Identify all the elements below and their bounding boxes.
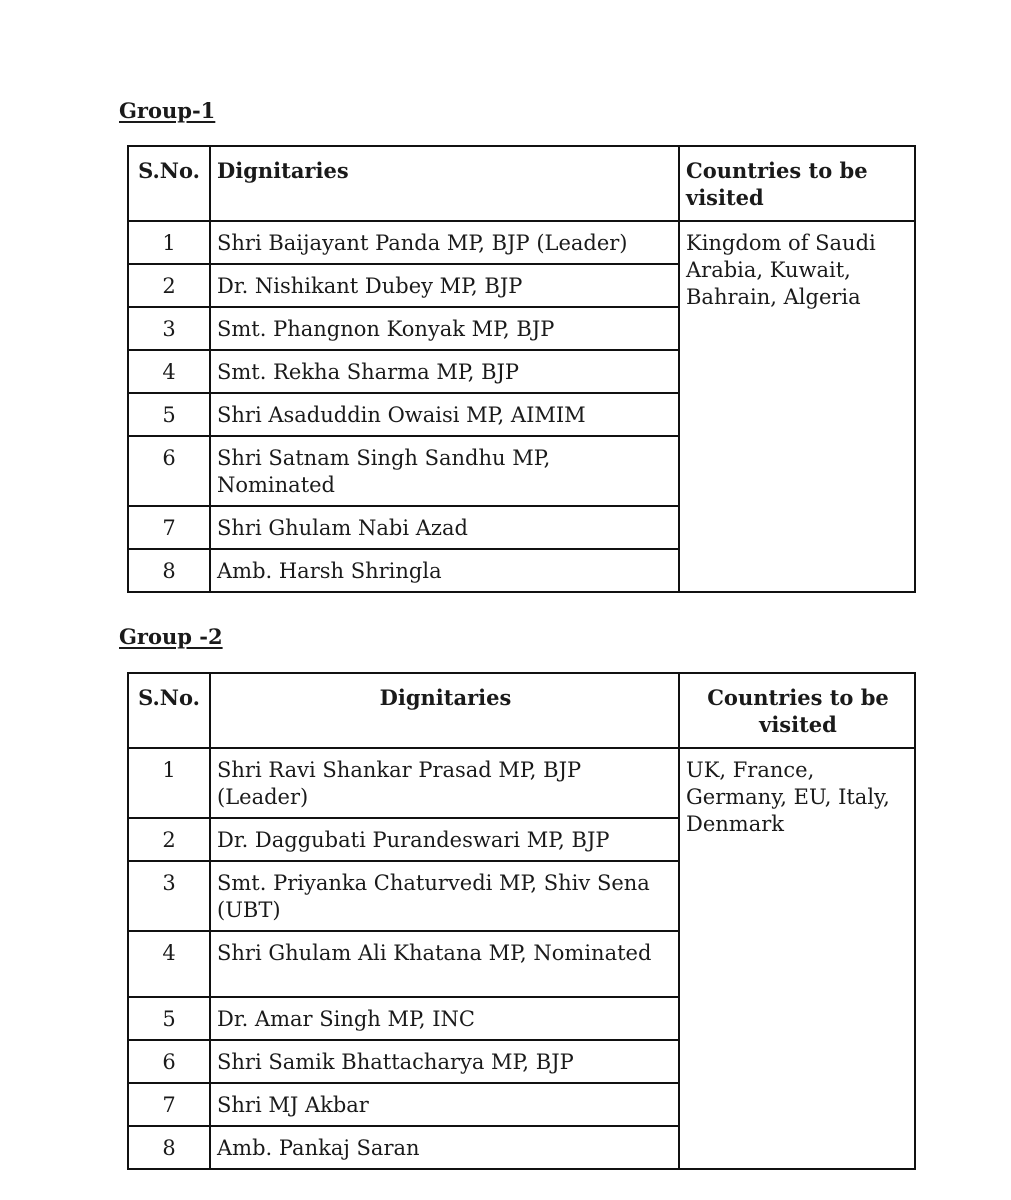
table-row [128,748,915,818]
header-dignitaries: Dignitaries [210,673,679,748]
header-sno: S.No. [128,673,210,748]
row-dignitary: Amb. Harsh Shringla [210,549,679,592]
row-dignitary: Shri Samik Bhattacharya MP, BJP [210,1040,679,1083]
header-sno: S.No. [128,146,210,221]
row-sno: 4 [128,350,210,393]
row-sno: 1 [128,221,210,264]
table-header-row [128,146,915,221]
row-sno: 6 [128,436,210,506]
row-sno: 8 [128,1126,210,1169]
countries-cell: Kingdom of Saudi Arabia, Kuwait, Bahrain, Algeria [679,221,915,592]
row-dignitary: Shri Satnam Singh Sandhu MP, Nominated [210,436,679,506]
row-sno: 3 [128,861,210,931]
row-sno: 3 [128,307,210,350]
row-dignitary: Smt. Priyanka Chaturvedi MP, Shiv Sena (UBT) [210,861,679,931]
row-sno: 4 [128,931,210,997]
row-sno: 7 [128,1083,210,1126]
group-2-table [127,672,916,1170]
header-dignitaries: Dignitaries [210,146,679,221]
group-2-title: Group -2 [119,624,223,649]
row-dignitary: Smt. Rekha Sharma MP, BJP [210,350,679,393]
group-1-table [127,145,916,593]
row-sno: 8 [128,549,210,592]
row-dignitary: Shri Baijayant Panda MP, BJP (Leader) [210,221,679,264]
row-sno: 2 [128,818,210,861]
row-sno: 2 [128,264,210,307]
row-sno: 6 [128,1040,210,1083]
table-row [128,221,915,264]
header-countries: Countries to be visited [679,146,915,221]
row-sno: 5 [128,997,210,1040]
row-dignitary: Dr. Daggubati Purandeswari MP, BJP [210,818,679,861]
group-1-title: Group-1 [119,98,216,123]
row-sno: 7 [128,506,210,549]
row-sno: 1 [128,748,210,818]
row-dignitary: Shri Asaduddin Owaisi MP, AIMIM [210,393,679,436]
row-dignitary: Smt. Phangnon Konyak MP, BJP [210,307,679,350]
row-dignitary: Amb. Pankaj Saran [210,1126,679,1169]
row-dignitary: Dr. Nishikant Dubey MP, BJP [210,264,679,307]
table-header-row [128,673,915,748]
row-sno: 5 [128,393,210,436]
header-countries: Countries to be visited [679,673,915,748]
row-dignitary: Shri Ghulam Ali Khatana MP, Nominated [210,931,679,997]
countries-cell: UK, France, Germany, EU, Italy, Denmark [679,748,915,1169]
row-dignitary: Shri Ghulam Nabi Azad [210,506,679,549]
row-dignitary: Shri MJ Akbar [210,1083,679,1126]
row-dignitary: Shri Ravi Shankar Prasad MP, BJP (Leader) [210,748,679,818]
row-dignitary: Dr. Amar Singh MP, INC [210,997,679,1040]
